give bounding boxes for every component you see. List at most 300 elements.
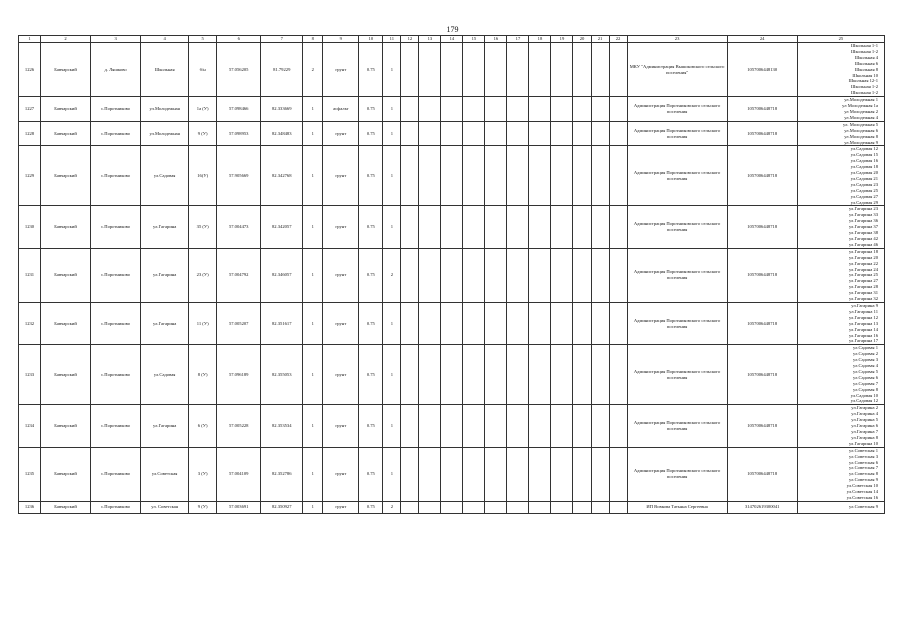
- served-address: ул.Садовая 8: [853, 386, 878, 392]
- empty-cell: [529, 206, 551, 248]
- served-address: Школьная 1-2: [850, 90, 878, 96]
- empty-cell: [485, 405, 507, 447]
- count-cell: 1: [303, 121, 323, 146]
- count-cell: 1: [303, 501, 323, 513]
- empty-cell: [401, 206, 419, 248]
- ogrn-cell: 1057006448718: [727, 405, 797, 447]
- area-cell: 0.75: [359, 206, 383, 248]
- empty-cell: [419, 121, 441, 146]
- served-address: ул.Гагарина 27: [848, 278, 878, 284]
- column-number-cell: 7: [261, 36, 303, 43]
- settlement-cell: с.Поротниково: [91, 121, 141, 146]
- served-addresses-cell: [797, 405, 884, 447]
- settlement-cell: с.Поротниково: [91, 302, 141, 344]
- served-address: ул. Молодежная 5: [843, 121, 878, 127]
- house-cell: 23 (У): [189, 248, 217, 302]
- district-cell: Бавчарский: [41, 447, 91, 501]
- empty-cell: [529, 447, 551, 501]
- served-address: ул.Гагарина 4: [851, 411, 878, 417]
- empty-cell: [507, 146, 529, 206]
- served-address: ул.Гагарина 13: [848, 320, 878, 326]
- empty-cell: [463, 302, 485, 344]
- table-row: [19, 121, 885, 146]
- served-address: ул.Гагарина 20: [848, 254, 878, 260]
- empty-cell: [441, 501, 463, 513]
- empty-cell: [441, 146, 463, 206]
- empty-cell: [463, 447, 485, 501]
- served-address: Школьная 1-2: [850, 84, 878, 90]
- latitude-cell: 57.056205: [217, 43, 261, 97]
- containers-cell: 1: [383, 146, 401, 206]
- served-address: ул.Советская 7: [849, 465, 878, 471]
- served-address: ул.Советская 6: [849, 459, 878, 465]
- area-cell: 0.75: [359, 43, 383, 97]
- owner-cell: Администрация Поротниковского сельского поселения: [627, 447, 727, 501]
- served-address: ул.Гагарина 46: [848, 241, 878, 247]
- surface-cell: грунт: [323, 146, 359, 206]
- ogrn-cell: 1057006448718: [727, 302, 797, 344]
- empty-cell: [463, 146, 485, 206]
- served-address: ул.Садовая 4: [853, 363, 878, 369]
- served-address: ул.Молодежная 1: [844, 97, 878, 103]
- empty-cell: [463, 206, 485, 248]
- served-addresses-cell: [797, 248, 884, 302]
- empty-cell: [463, 121, 485, 146]
- row-number-cell: 1228: [19, 121, 41, 146]
- latitude-cell: 57.004109: [217, 447, 261, 501]
- empty-cell: [507, 121, 529, 146]
- district-cell: Бавчарский: [41, 43, 91, 97]
- served-address: ул.Гагарина 23: [848, 206, 878, 212]
- surface-cell: грунт: [323, 248, 359, 302]
- served-address: ул.Садовая 10: [850, 392, 878, 398]
- empty-cell: [591, 121, 609, 146]
- served-address: ул.Садовая 23: [850, 181, 878, 187]
- empty-cell: [507, 302, 529, 344]
- served-address: ул.Гагарина 36: [848, 218, 878, 224]
- settlement-cell: с.Поротниково: [91, 206, 141, 248]
- empty-cell: [573, 121, 591, 146]
- empty-cell: [463, 97, 485, 122]
- empty-cell: [609, 447, 627, 501]
- empty-cell: [507, 501, 529, 513]
- area-cell: 0.75: [359, 405, 383, 447]
- row-number-cell: 1227: [19, 97, 41, 122]
- count-cell: 1: [303, 206, 323, 248]
- containers-cell: 1: [383, 43, 401, 97]
- house-cell: 16(У): [189, 146, 217, 206]
- table-row: [19, 345, 885, 405]
- district-cell: Бавчарский: [41, 302, 91, 344]
- served-address: Школьная 10: [852, 72, 878, 78]
- empty-cell: [401, 146, 419, 206]
- longitude-cell: 82.352786: [261, 447, 303, 501]
- containers-cell: 1: [383, 447, 401, 501]
- column-number-row: [19, 36, 885, 43]
- latitude-cell: 57.004473: [217, 206, 261, 248]
- column-number-cell: 18: [529, 36, 551, 43]
- empty-cell: [609, 405, 627, 447]
- column-number-cell: 23: [627, 36, 727, 43]
- served-addresses-cell: [797, 146, 884, 206]
- served-address: ул.Гагарина 16: [848, 332, 878, 338]
- latitude-cell: 57.005207: [217, 302, 261, 344]
- area-cell: 0.75: [359, 97, 383, 122]
- street-cell: ул. Советская: [141, 501, 189, 513]
- empty-cell: [401, 121, 419, 146]
- column-number-cell: 3: [91, 36, 141, 43]
- served-address: ул.Садовая 7: [853, 380, 878, 386]
- empty-cell: [507, 43, 529, 97]
- empty-cell: [441, 447, 463, 501]
- served-address: ул.Садовая 16: [850, 158, 878, 164]
- house-cell: 9 (У): [189, 121, 217, 146]
- served-address: ул Молодежная 2: [844, 108, 878, 114]
- settlement-cell: д. Ляшково: [91, 43, 141, 97]
- served-address: ул.Гагарина 22: [848, 260, 878, 266]
- latitude-cell: 57.003691: [217, 501, 261, 513]
- empty-cell: [591, 345, 609, 405]
- street-cell: ул.Гагарина: [141, 302, 189, 344]
- served-address: ул.Молодежная 8: [844, 133, 878, 139]
- empty-cell: [529, 146, 551, 206]
- empty-cell: [463, 43, 485, 97]
- house-cell: 9 (У): [189, 501, 217, 513]
- district-cell: Бавчарский: [41, 345, 91, 405]
- district-cell: Бавчарский: [41, 146, 91, 206]
- longitude-cell: 82.342057: [261, 206, 303, 248]
- containers-cell: 1: [383, 206, 401, 248]
- containers-cell: 2: [383, 501, 401, 513]
- column-number-cell: 13: [419, 36, 441, 43]
- empty-cell: [463, 248, 485, 302]
- area-cell: 0.75: [359, 146, 383, 206]
- empty-cell: [609, 302, 627, 344]
- ogrn-cell: 1057006448718: [727, 206, 797, 248]
- empty-cell: [551, 121, 573, 146]
- empty-cell: [573, 146, 591, 206]
- count-cell: 1: [303, 447, 323, 501]
- served-address: ул.Гагарина 7: [851, 429, 878, 434]
- column-number-cell: 24: [727, 36, 797, 43]
- table-row: [19, 43, 885, 97]
- empty-cell: [591, 43, 609, 97]
- table-row: [19, 501, 885, 513]
- empty-cell: [609, 146, 627, 206]
- container-sites-table: [18, 35, 885, 514]
- served-address: ул.Гагарина 38: [848, 230, 878, 236]
- longitude-cell: 82.350927: [261, 501, 303, 513]
- served-address: Школьная 6: [854, 60, 878, 66]
- empty-cell: [485, 248, 507, 302]
- empty-cell: [401, 97, 419, 122]
- served-address: ул.Гагарина 2: [851, 405, 878, 411]
- served-address: ул.Садовая 20: [850, 170, 878, 176]
- empty-cell: [573, 248, 591, 302]
- row-number-cell: 1231: [19, 248, 41, 302]
- empty-cell: [529, 302, 551, 344]
- served-address: ул.Советская 1: [849, 447, 878, 453]
- empty-cell: [441, 302, 463, 344]
- longitude-cell: 82.353534: [261, 405, 303, 447]
- owner-cell: Администрация Поротниковского сельского поселения: [627, 121, 727, 146]
- empty-cell: [591, 146, 609, 206]
- empty-cell: [551, 302, 573, 344]
- empty-cell: [401, 501, 419, 513]
- settlement-cell: с.Поротниково: [91, 345, 141, 405]
- empty-cell: [507, 206, 529, 248]
- longitude-cell: 82.355053: [261, 345, 303, 405]
- empty-cell: [419, 146, 441, 206]
- settlement-cell: с.Поротниково: [91, 146, 141, 206]
- served-address: ул.Гагарина 17: [848, 338, 878, 344]
- empty-cell: [507, 447, 529, 501]
- served-addresses-cell: [797, 43, 884, 97]
- empty-cell: [463, 501, 485, 513]
- column-number-cell: 6: [217, 36, 261, 43]
- surface-cell: грунт: [323, 405, 359, 447]
- table-row: [19, 405, 885, 447]
- count-cell: 1: [303, 97, 323, 122]
- longitude-cell: 82.351617: [261, 302, 303, 344]
- empty-cell: [591, 206, 609, 248]
- served-address: ул.Садовая 18: [850, 164, 878, 170]
- served-address: ул.Гагарина 5: [851, 417, 878, 423]
- count-cell: 1: [303, 248, 323, 302]
- empty-cell: [609, 97, 627, 122]
- empty-cell: [573, 206, 591, 248]
- empty-cell: [401, 302, 419, 344]
- empty-cell: [485, 302, 507, 344]
- surface-cell: грунт: [323, 345, 359, 405]
- column-number-cell: 15: [463, 36, 485, 43]
- latitude-cell: 57.096189: [217, 345, 261, 405]
- empty-cell: [485, 345, 507, 405]
- empty-cell: [529, 43, 551, 97]
- column-number-cell: 4: [141, 36, 189, 43]
- empty-cell: [485, 43, 507, 97]
- ogrn-cell: 1057006448130: [727, 43, 797, 97]
- count-cell: 1: [303, 405, 323, 447]
- served-address: ул.Садовая 25: [850, 187, 878, 193]
- row-number-cell: 1234: [19, 405, 41, 447]
- house-cell: 1а (У): [189, 97, 217, 122]
- table-row: [19, 97, 885, 122]
- empty-cell: [485, 97, 507, 122]
- ogrn-cell: 1057006448718: [727, 97, 797, 122]
- house-cell: б/н: [189, 43, 217, 97]
- owner-cell: ИП Вовкова Татьяна Сергеевна: [627, 501, 727, 513]
- street-cell: ул.Молодежная: [141, 97, 189, 122]
- served-addresses-cell: [797, 206, 884, 248]
- table-row: [19, 206, 885, 248]
- empty-cell: [441, 405, 463, 447]
- empty-cell: [401, 248, 419, 302]
- empty-cell: [573, 447, 591, 501]
- owner-cell: Администрация Поротниковского сельского поселения: [627, 206, 727, 248]
- empty-cell: [573, 501, 591, 513]
- served-address: ул.Садовая 12: [850, 398, 878, 404]
- empty-cell: [441, 97, 463, 122]
- containers-cell: 1: [383, 345, 401, 405]
- served-address: ул.Гагарина 25: [848, 272, 878, 278]
- empty-cell: [551, 248, 573, 302]
- served-address: ул.Садовая 6: [853, 374, 878, 380]
- served-address: ул.Садовая 2: [853, 351, 878, 357]
- column-number-cell: 19: [551, 36, 573, 43]
- owner-cell: МКУ "Администрация Вышоковского сельского поселения": [627, 43, 727, 97]
- column-number-cell: 5: [189, 36, 217, 43]
- served-address: ул.Садовая 3: [853, 357, 878, 363]
- settlement-cell: с.Поротниково: [91, 405, 141, 447]
- area-cell: 0.75: [359, 121, 383, 146]
- area-cell: 0.75: [359, 345, 383, 405]
- empty-cell: [441, 43, 463, 97]
- settlement-cell: с.Поротниково: [91, 97, 141, 122]
- street-cell: ул.Гагарина: [141, 206, 189, 248]
- column-number-cell: 10: [359, 36, 383, 43]
- column-number-cell: 11: [383, 36, 401, 43]
- empty-cell: [609, 43, 627, 97]
- served-address: Школьная 4: [854, 54, 878, 60]
- empty-cell: [441, 121, 463, 146]
- served-address: ул.Советская 8: [849, 471, 878, 477]
- settlement-cell: с.Поротниково: [91, 248, 141, 302]
- empty-cell: [573, 43, 591, 97]
- empty-cell: [419, 206, 441, 248]
- house-cell: 3 (У): [189, 447, 217, 501]
- served-address: ул.Молодежная 4: [844, 114, 878, 120]
- owner-cell: Администрация Поротниковского сельского поселения: [627, 302, 727, 344]
- empty-cell: [529, 501, 551, 513]
- empty-cell: [485, 206, 507, 248]
- served-address: ул.Советская 10: [846, 483, 878, 489]
- served-address: ул.Садовая 29: [850, 199, 878, 205]
- served-address: Школьная 12-1: [848, 78, 878, 84]
- row-number-cell: 1232: [19, 302, 41, 344]
- surface-cell: грунт: [323, 447, 359, 501]
- empty-cell: [419, 345, 441, 405]
- house-cell: 8 (У): [189, 345, 217, 405]
- empty-cell: [609, 345, 627, 405]
- served-address: Школьная 1-1: [850, 43, 878, 48]
- street-cell: ул.Гагарина: [141, 405, 189, 447]
- served-address: ул.Гагарина 18: [848, 248, 878, 254]
- surface-cell: грунт: [323, 121, 359, 146]
- served-address: ул.Гагарина 42: [848, 236, 878, 241]
- row-number-cell: 1233: [19, 345, 41, 405]
- ogrn-cell: 1057006448718: [727, 345, 797, 405]
- row-number-cell: 1235: [19, 447, 41, 501]
- count-cell: 1: [303, 302, 323, 344]
- empty-cell: [591, 447, 609, 501]
- empty-cell: [419, 43, 441, 97]
- empty-cell: [573, 302, 591, 344]
- table-row: [19, 146, 885, 206]
- latitude-cell: 57.098466: [217, 97, 261, 122]
- column-number-cell: 22: [609, 36, 627, 43]
- empty-cell: [401, 405, 419, 447]
- empty-cell: [419, 447, 441, 501]
- empty-cell: [529, 97, 551, 122]
- empty-cell: [551, 447, 573, 501]
- empty-cell: [529, 121, 551, 146]
- containers-cell: 1: [383, 121, 401, 146]
- column-number-cell: 2: [41, 36, 91, 43]
- empty-cell: [551, 501, 573, 513]
- empty-cell: [419, 501, 441, 513]
- latitude-cell: 57.005228: [217, 405, 261, 447]
- served-address: ул.Молодежная 9: [844, 139, 878, 145]
- longitude-cell: 82.346057: [261, 248, 303, 302]
- served-address: ул.Садовая 15: [850, 152, 878, 158]
- served-address: ул.Садовая 27: [850, 193, 878, 199]
- district-cell: Бавчарский: [41, 501, 91, 513]
- owner-cell: Администрация Поротниковского сельского поселения: [627, 146, 727, 206]
- ogrn-cell: 1057006448718: [727, 447, 797, 501]
- served-address: ул.Садовая 1: [853, 345, 878, 351]
- empty-cell: [529, 248, 551, 302]
- served-address: ул.Советская 9: [849, 504, 878, 510]
- latitude-cell: 57.098953: [217, 121, 261, 146]
- served-address: ул Молодежная 1а: [842, 103, 878, 109]
- table-row: [19, 302, 885, 344]
- row-number-cell: 1226: [19, 43, 41, 97]
- column-number-cell: 14: [441, 36, 463, 43]
- street-cell: ул.Гагарина: [141, 248, 189, 302]
- empty-cell: [419, 302, 441, 344]
- column-number-cell: 20: [573, 36, 591, 43]
- empty-cell: [507, 345, 529, 405]
- ogrn-cell: 1057006448718: [727, 248, 797, 302]
- empty-cell: [485, 447, 507, 501]
- served-address: ул.Советская 16: [846, 494, 878, 500]
- empty-cell: [609, 121, 627, 146]
- surface-cell: грунт: [323, 501, 359, 513]
- longitude-cell: 82.342768: [261, 146, 303, 206]
- served-addresses-cell: [797, 302, 884, 344]
- owner-cell: Администрация Поротниковского сельского поселения: [627, 97, 727, 122]
- served-address: ул.Гагарина 10: [848, 440, 878, 446]
- settlement-cell: с.Поротниково: [91, 501, 141, 513]
- empty-cell: [573, 405, 591, 447]
- empty-cell: [591, 248, 609, 302]
- column-number-cell: 25: [797, 36, 884, 43]
- empty-cell: [591, 501, 609, 513]
- empty-cell: [441, 345, 463, 405]
- ogrn-cell: 314702619300041: [727, 501, 797, 513]
- district-cell: Бавчарский: [41, 206, 91, 248]
- column-number-cell: 1: [19, 36, 41, 43]
- empty-cell: [419, 248, 441, 302]
- row-number-cell: 1230: [19, 206, 41, 248]
- empty-cell: [485, 146, 507, 206]
- empty-cell: [573, 345, 591, 405]
- served-addresses-cell: [797, 447, 884, 501]
- empty-cell: [419, 405, 441, 447]
- house-cell: 11 (У): [189, 302, 217, 344]
- table-row: [19, 447, 885, 501]
- column-number-cell: 12: [401, 36, 419, 43]
- served-address: ул.Гагарина 12: [848, 314, 878, 320]
- area-cell: 0.75: [359, 248, 383, 302]
- empty-cell: [551, 146, 573, 206]
- empty-cell: [573, 97, 591, 122]
- ogrn-cell: 1057006448718: [727, 121, 797, 146]
- owner-cell: Администрация Поротниковского сельского поселения: [627, 345, 727, 405]
- containers-cell: 1: [383, 405, 401, 447]
- served-address: ул.Садовая 5: [853, 368, 878, 374]
